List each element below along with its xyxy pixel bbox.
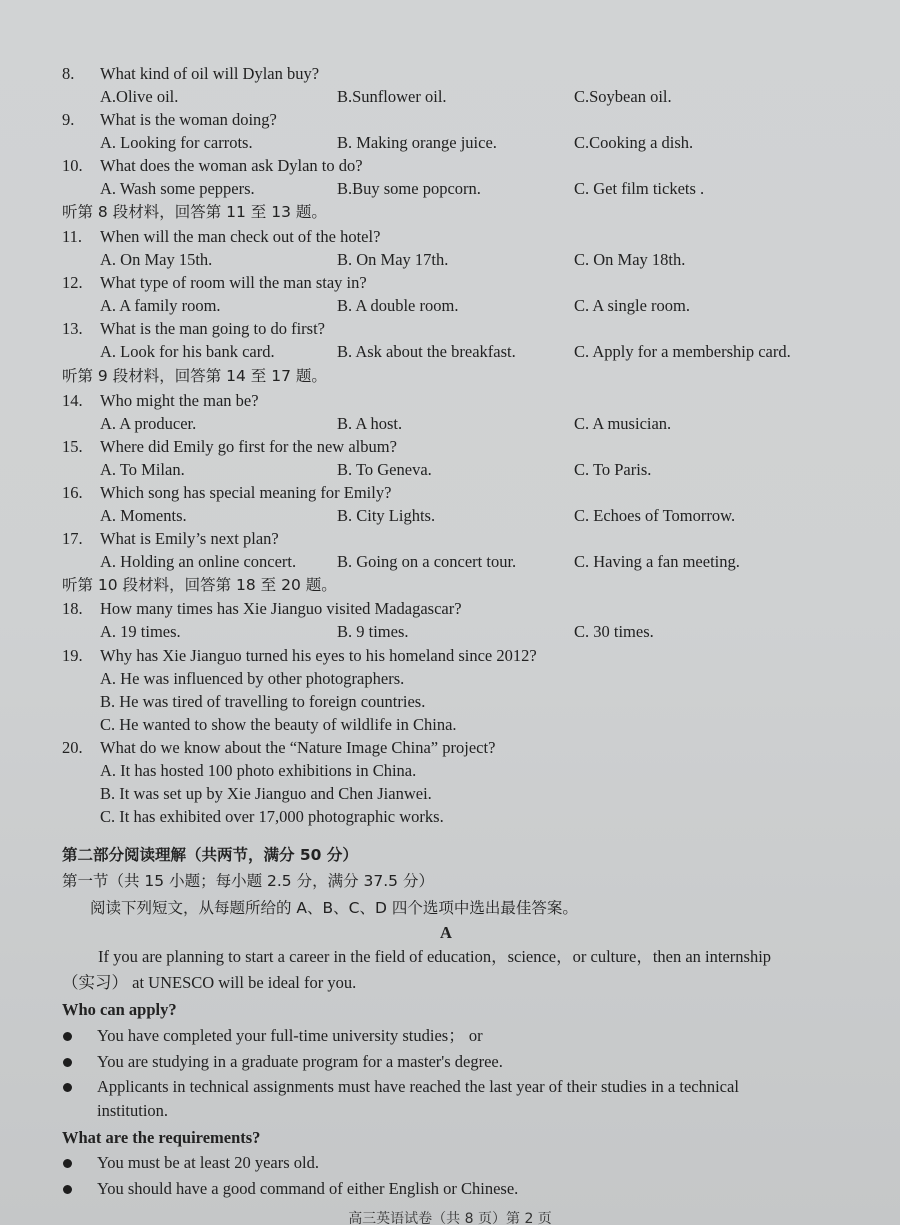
question-20-option-c: C. It has exhibited over 17,000 photographic works. xyxy=(100,807,444,826)
question-20-option-a: A. It has hosted 100 photo exhibitions in China. xyxy=(100,761,417,780)
question-18-text: How many times has Xie Jianguo visited Madagascar? xyxy=(100,599,462,618)
passage-letter: A xyxy=(440,923,452,942)
answer-option-c: C. On May 18th. xyxy=(574,250,686,269)
answer-option-b: B.Sunflower oil. xyxy=(337,87,447,106)
answer-option-b: B. A double room. xyxy=(337,296,459,315)
question-18-option-a: A. 19 times. xyxy=(100,622,181,641)
question-number: 13. xyxy=(62,319,83,338)
question-text: Where did Emily go first for the new album? xyxy=(100,437,397,456)
question-text: What is Emily’s next plan? xyxy=(100,529,279,548)
question-19-option-c: C. He wanted to show the beauty of wildlife in China. xyxy=(100,715,457,734)
question-text: Which song has special meaning for Emily? xyxy=(100,483,392,502)
question-text: What is the man going to do first? xyxy=(100,319,325,338)
answer-option-a: A. A producer. xyxy=(100,414,197,433)
answer-option-c: C. Echoes of Tomorrow. xyxy=(574,506,736,525)
question-number: 12. xyxy=(62,273,83,292)
question-20-number: 20. xyxy=(62,738,83,757)
answer-option-c: C.Cooking a dish. xyxy=(574,133,694,152)
answer-option-c: C. To Paris. xyxy=(574,460,652,479)
answer-option-a: A. A family room. xyxy=(100,296,221,315)
who-item-3: Applicants in technical assignments must have reached the last year of their studies in a technical xyxy=(97,1077,739,1096)
question-number: 10. xyxy=(62,156,83,175)
question-18-option-b: B. 9 times. xyxy=(337,622,409,641)
question-number: 16. xyxy=(62,483,83,502)
question-20-text: What do we know about the “Nature Image China” project? xyxy=(100,738,496,757)
page-footer: 高三英语试卷（共 8 页）第 2 页 xyxy=(348,1211,552,1225)
section-1-title: 第一节（共 15 小题；每小题 2.5 分，满分 37.5 分） xyxy=(62,872,434,890)
who-can-apply-heading: Who can apply? xyxy=(62,1000,177,1019)
question-18-number: 18. xyxy=(62,599,83,618)
passage-intro-line-2: （实习） at UNESCO will be ideal for you. xyxy=(62,973,357,992)
answer-option-c: C.Soybean oil. xyxy=(574,87,672,106)
part-2-title: 第二部分阅读理解（共两节，满分 50 分） xyxy=(62,846,358,864)
bullet-icon xyxy=(63,1159,72,1168)
requirement-item-2: You should have a good command of either English or Chinese. xyxy=(97,1179,519,1198)
question-19-option-a: A. He was influenced by other photographers. xyxy=(100,669,405,688)
answer-option-a: A. Moments. xyxy=(100,506,187,525)
question-text: When will the man check out of the hotel? xyxy=(100,227,381,246)
answer-option-a: A. On May 15th. xyxy=(100,250,213,269)
question-19-option-b: B. He was tired of travelling to foreign countries. xyxy=(100,692,426,711)
question-18-option-c: C. 30 times. xyxy=(574,622,654,641)
question-text: What does the woman ask Dylan to do? xyxy=(100,156,363,175)
requirements-heading: What are the requirements? xyxy=(62,1128,261,1147)
bullet-icon xyxy=(63,1185,72,1194)
answer-option-b: B. Going on a concert tour. xyxy=(337,552,517,571)
requirement-item-1: You must be at least 20 years old. xyxy=(97,1153,319,1172)
answer-option-b: B. City Lights. xyxy=(337,506,436,525)
bullet-icon xyxy=(63,1058,72,1067)
who-item-2: You are studying in a graduate program for a master's degree. xyxy=(97,1052,503,1071)
question-text: What is the woman doing? xyxy=(100,110,277,129)
question-number: 17. xyxy=(62,529,83,548)
answer-option-b: B. Ask about the breakfast. xyxy=(337,342,516,361)
answer-option-b: B. A host. xyxy=(337,414,403,433)
answer-option-c: C. Apply for a membership card. xyxy=(574,342,791,361)
question-number: 15. xyxy=(62,437,83,456)
section-8-instruction: 听第 8 段材料，回答第 11 至 13 题。 xyxy=(62,203,327,221)
section-10-instruction: 听第 10 段材料，回答第 18 至 20 题。 xyxy=(62,576,337,594)
question-number: 8. xyxy=(62,64,75,83)
answer-option-c: C. Get film tickets . xyxy=(574,179,705,198)
answer-option-a: A. To Milan. xyxy=(100,460,185,479)
answer-option-b: B. To Geneva. xyxy=(337,460,432,479)
reading-instructions: 阅读下列短文，从每题所给的 A、B、C、D 四个选项中选出最佳答案。 xyxy=(90,899,578,917)
answer-option-b: B.Buy some popcorn. xyxy=(337,179,481,198)
section-9-instruction: 听第 9 段材料，回答第 14 至 17 题。 xyxy=(62,367,327,385)
who-item-3-continued: institution. xyxy=(97,1101,169,1120)
who-item-1: You have completed your full-time university studies； or xyxy=(97,1026,483,1045)
question-19-text: Why has Xie Jianguo turned his eyes to his homeland since 2012? xyxy=(100,646,537,665)
question-number: 14. xyxy=(62,391,83,410)
bullet-icon xyxy=(63,1032,72,1041)
question-number: 9. xyxy=(62,110,75,129)
question-text: What type of room will the man stay in? xyxy=(100,273,367,292)
answer-option-c: C. A single room. xyxy=(574,296,690,315)
answer-option-a: A. Wash some peppers. xyxy=(100,179,255,198)
passage-intro-line-1: If you are planning to start a career in the field of education，science，or culture，then an internship xyxy=(98,947,772,966)
answer-option-a: A. Holding an online concert. xyxy=(100,552,297,571)
answer-option-a: A. Look for his bank card. xyxy=(100,342,275,361)
bullet-icon xyxy=(63,1083,72,1092)
answer-option-b: B. Making orange juice. xyxy=(337,133,497,152)
answer-option-c: C. Having a fan meeting. xyxy=(574,552,740,571)
question-20-option-b: B. It was set up by Xie Jianguo and Chen Jianwei. xyxy=(100,784,432,803)
question-19-number: 19. xyxy=(62,646,83,665)
answer-option-a: A.Olive oil. xyxy=(100,87,179,106)
answer-option-b: B. On May 17th. xyxy=(337,250,449,269)
answer-option-c: C. A musician. xyxy=(574,414,672,433)
question-text: What kind of oil will Dylan buy? xyxy=(100,64,320,83)
question-number: 11. xyxy=(62,227,83,246)
answer-option-a: A. Looking for carrots. xyxy=(100,133,253,152)
question-text: Who might the man be? xyxy=(100,391,259,410)
